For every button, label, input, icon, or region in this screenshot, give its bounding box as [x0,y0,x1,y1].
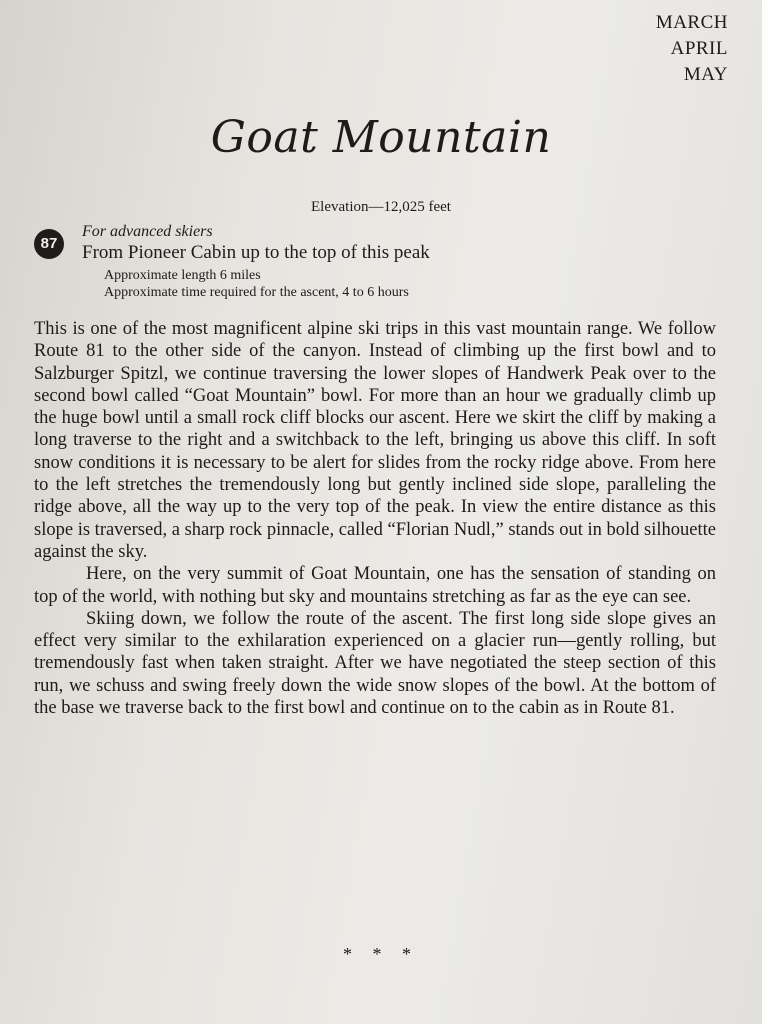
route-number-badge: 87 [34,229,64,259]
body-text [34,318,716,719]
elevation-label: Elevation—12,025 feet [311,199,451,215]
route-length: Approximate length 6 miles [104,268,261,283]
route-description: From Pioneer Cabin up to the top of this peak [82,242,430,263]
route-time: Approximate time required for the ascent, 4 to 6 hours [104,285,409,300]
section-break: * * * [343,944,419,964]
month-label: APRIL [670,38,728,59]
body-paragraph: Here, on the very summit of Goat Mountain, one has the sensation of standing on top of the world, with nothing but sky and mountains stretching as far as the eye can see. [34,564,716,607]
season-months [656,10,728,88]
body-paragraph: This is one of the most magnificent alpine ski trips in this vast mountain range. We follow Route 81 to the other side of the canyon. Instead of climbing up the first bowl and to Salzburger Spitzl, we continue traversing the lower slopes of Handwerk Peak over to the second bowl called “Goat Mountain” bowl. For more than an hour we gradually climb up the huge bowl until a small rock cliff blocks our ascent. Here we skirt the cliff by making a long traverse to the right and a switchback to the left, bringing us above this cliff. In soft snow conditions it is necessary to be alert for slides from the rocky ridge above. From here to the left stretches the tremendously long but gently inclined side slope, paralleling the ridge above, all the way up to the very top of the peak. In view the entire distance as this slope is traversed, a sharp rock pinnacle, called “Florian Nudl,” stands out in bold silhouette against the sky. [34,319,716,562]
body-paragraph: Skiing down, we follow the route of the ascent. The first long side slope gives an effect very similar to the exhilaration experienced on a glacier run—gently rolling, but tremendously fast when taken straight. After we have negotiated the steep section of this run, we schuss and swing freely down the wide snow slopes of the bowl. At the bottom of the base we traverse back to the first bowl and continue on to the cabin as in Route 81. [34,608,716,719]
month-label: MARCH [655,12,728,33]
route-difficulty: For advanced skiers [82,223,213,240]
page-title: Goat Mountain [210,112,552,163]
month-label: MAY [683,64,728,85]
